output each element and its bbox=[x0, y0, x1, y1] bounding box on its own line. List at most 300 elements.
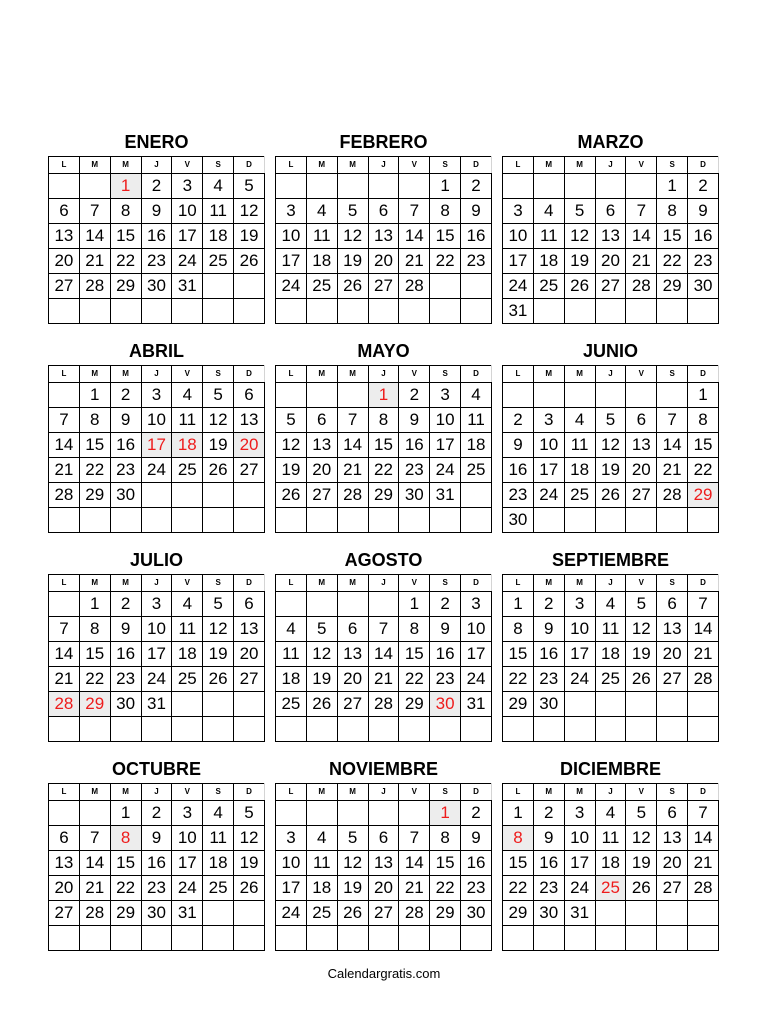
weekday-header: D bbox=[688, 575, 719, 592]
day-cell: 4 bbox=[595, 801, 626, 826]
weekday-header: D bbox=[461, 575, 492, 592]
weekday-header: S bbox=[203, 366, 234, 383]
week-row bbox=[276, 926, 492, 951]
week-row bbox=[503, 717, 719, 742]
day-cell: 26 bbox=[337, 901, 368, 926]
day-cell: 22 bbox=[110, 249, 141, 274]
day-cell: 23 bbox=[533, 667, 564, 692]
empty-cell bbox=[595, 692, 626, 717]
day-cell: 25 bbox=[172, 667, 203, 692]
empty-cell bbox=[234, 901, 265, 926]
day-cell: 5 bbox=[276, 408, 307, 433]
day-cell: 21 bbox=[626, 249, 657, 274]
week-row bbox=[503, 458, 719, 483]
empty-cell bbox=[564, 383, 595, 408]
day-cell: 18 bbox=[306, 876, 337, 901]
empty-cell bbox=[49, 801, 80, 826]
day-cell: 20 bbox=[234, 642, 265, 667]
empty-cell bbox=[657, 299, 688, 324]
day-cell: 30 bbox=[430, 692, 461, 717]
month-diciembre bbox=[502, 755, 719, 951]
weekday-header-row bbox=[49, 366, 265, 383]
weekday-header: J bbox=[368, 366, 399, 383]
day-cell: 25 bbox=[203, 249, 234, 274]
weekday-header: V bbox=[172, 366, 203, 383]
month-title: JULIO bbox=[129, 550, 183, 570]
day-cell: 5 bbox=[564, 199, 595, 224]
day-cell: 6 bbox=[657, 592, 688, 617]
empty-cell bbox=[172, 508, 203, 533]
day-cell: 9 bbox=[110, 617, 141, 642]
empty-cell bbox=[461, 299, 492, 324]
weekday-header: J bbox=[368, 784, 399, 801]
week-row bbox=[49, 199, 265, 224]
day-cell: 15 bbox=[688, 433, 719, 458]
day-cell: 15 bbox=[430, 851, 461, 876]
day-cell: 12 bbox=[626, 617, 657, 642]
day-cell: 4 bbox=[564, 408, 595, 433]
empty-cell bbox=[276, 926, 307, 951]
day-cell: 28 bbox=[79, 901, 110, 926]
day-cell: 21 bbox=[79, 876, 110, 901]
empty-cell bbox=[234, 274, 265, 299]
day-cell: 14 bbox=[79, 224, 110, 249]
day-cell: 31 bbox=[430, 483, 461, 508]
day-cell: 15 bbox=[79, 642, 110, 667]
day-cell: 18 bbox=[564, 458, 595, 483]
day-cell: 3 bbox=[172, 174, 203, 199]
day-cell: 12 bbox=[564, 224, 595, 249]
day-cell: 14 bbox=[399, 224, 430, 249]
day-cell: 13 bbox=[657, 826, 688, 851]
empty-cell bbox=[430, 299, 461, 324]
day-cell: 2 bbox=[141, 174, 172, 199]
day-cell: 4 bbox=[203, 801, 234, 826]
week-row bbox=[49, 433, 265, 458]
day-cell: 25 bbox=[172, 458, 203, 483]
week-row bbox=[276, 249, 492, 274]
day-cell: 12 bbox=[203, 408, 234, 433]
weekday-header: D bbox=[688, 157, 719, 174]
week-row bbox=[276, 458, 492, 483]
day-cell: 9 bbox=[399, 408, 430, 433]
weekday-header: V bbox=[626, 366, 657, 383]
day-cell: 8 bbox=[79, 617, 110, 642]
weekday-header: V bbox=[626, 784, 657, 801]
day-cell: 2 bbox=[533, 801, 564, 826]
day-cell: 12 bbox=[306, 642, 337, 667]
week-row bbox=[276, 801, 492, 826]
day-cell: 26 bbox=[626, 876, 657, 901]
day-cell: 15 bbox=[368, 433, 399, 458]
weekday-header: M bbox=[564, 784, 595, 801]
day-cell: 4 bbox=[461, 383, 492, 408]
empty-cell bbox=[234, 692, 265, 717]
day-cell: 8 bbox=[657, 199, 688, 224]
day-cell: 22 bbox=[688, 458, 719, 483]
day-cell: 5 bbox=[626, 592, 657, 617]
empty-cell bbox=[172, 299, 203, 324]
empty-cell bbox=[79, 299, 110, 324]
day-cell: 24 bbox=[503, 274, 534, 299]
day-cell: 24 bbox=[461, 667, 492, 692]
day-cell: 4 bbox=[595, 592, 626, 617]
day-cell: 21 bbox=[49, 458, 80, 483]
week-row bbox=[276, 826, 492, 851]
day-cell: 24 bbox=[172, 249, 203, 274]
day-cell: 27 bbox=[306, 483, 337, 508]
week-row bbox=[49, 667, 265, 692]
month-grid bbox=[48, 365, 265, 533]
day-cell: 10 bbox=[141, 408, 172, 433]
day-cell: 26 bbox=[234, 876, 265, 901]
empty-cell bbox=[306, 299, 337, 324]
day-cell: 7 bbox=[337, 408, 368, 433]
month-grid bbox=[502, 783, 719, 951]
weekday-header: D bbox=[688, 784, 719, 801]
weekday-header: M bbox=[533, 575, 564, 592]
day-cell: 18 bbox=[203, 224, 234, 249]
month-abril bbox=[48, 337, 265, 533]
weekday-header-row bbox=[49, 575, 265, 592]
weekday-header: S bbox=[657, 366, 688, 383]
week-row bbox=[49, 801, 265, 826]
day-cell: 15 bbox=[503, 642, 534, 667]
day-cell: 28 bbox=[657, 483, 688, 508]
month-grid bbox=[48, 156, 265, 324]
week-row bbox=[49, 826, 265, 851]
day-cell: 14 bbox=[49, 642, 80, 667]
day-cell: 10 bbox=[430, 408, 461, 433]
weekday-header: L bbox=[276, 784, 307, 801]
month-grid bbox=[502, 156, 719, 324]
day-cell: 15 bbox=[503, 851, 534, 876]
day-cell: 8 bbox=[79, 408, 110, 433]
month-grid bbox=[275, 783, 492, 951]
week-row bbox=[503, 692, 719, 717]
week-row bbox=[503, 249, 719, 274]
empty-cell bbox=[626, 174, 657, 199]
weekday-header: L bbox=[503, 575, 534, 592]
day-cell: 10 bbox=[564, 826, 595, 851]
day-cell: 20 bbox=[595, 249, 626, 274]
empty-cell bbox=[626, 508, 657, 533]
weekday-header: M bbox=[306, 784, 337, 801]
day-cell: 22 bbox=[110, 876, 141, 901]
weekday-header: V bbox=[172, 157, 203, 174]
day-cell: 7 bbox=[79, 199, 110, 224]
weekday-header: S bbox=[203, 157, 234, 174]
weekday-header: L bbox=[503, 157, 534, 174]
weekday-header: J bbox=[368, 157, 399, 174]
day-cell: 25 bbox=[461, 458, 492, 483]
day-cell: 28 bbox=[626, 274, 657, 299]
day-cell: 8 bbox=[399, 617, 430, 642]
day-cell: 30 bbox=[141, 274, 172, 299]
weekday-header: S bbox=[203, 784, 234, 801]
day-cell: 30 bbox=[110, 483, 141, 508]
day-cell: 13 bbox=[368, 224, 399, 249]
weekday-header: S bbox=[657, 157, 688, 174]
weekday-header: S bbox=[430, 157, 461, 174]
empty-cell bbox=[688, 692, 719, 717]
day-cell: 30 bbox=[141, 901, 172, 926]
day-cell: 11 bbox=[276, 642, 307, 667]
weekday-header: L bbox=[503, 784, 534, 801]
day-cell: 25 bbox=[203, 876, 234, 901]
week-row bbox=[503, 174, 719, 199]
week-row bbox=[276, 199, 492, 224]
day-cell: 5 bbox=[337, 826, 368, 851]
day-cell: 10 bbox=[172, 199, 203, 224]
weekday-header: M bbox=[533, 157, 564, 174]
day-cell: 26 bbox=[203, 667, 234, 692]
day-cell: 21 bbox=[79, 249, 110, 274]
empty-cell bbox=[533, 383, 564, 408]
empty-cell bbox=[368, 926, 399, 951]
month-marzo bbox=[502, 128, 719, 324]
day-cell: 19 bbox=[626, 642, 657, 667]
day-cell: 30 bbox=[110, 692, 141, 717]
day-cell: 23 bbox=[110, 458, 141, 483]
day-cell: 13 bbox=[49, 224, 80, 249]
week-row bbox=[49, 901, 265, 926]
month-grid bbox=[48, 783, 265, 951]
day-cell: 7 bbox=[399, 826, 430, 851]
weekday-header: M bbox=[564, 366, 595, 383]
day-cell: 6 bbox=[368, 826, 399, 851]
day-cell: 3 bbox=[564, 592, 595, 617]
day-cell: 24 bbox=[276, 901, 307, 926]
week-row bbox=[503, 851, 719, 876]
week-row bbox=[49, 483, 265, 508]
day-cell: 15 bbox=[79, 433, 110, 458]
day-cell: 11 bbox=[595, 826, 626, 851]
empty-cell bbox=[461, 717, 492, 742]
day-cell: 3 bbox=[503, 199, 534, 224]
day-cell: 18 bbox=[533, 249, 564, 274]
empty-cell bbox=[203, 926, 234, 951]
day-cell: 17 bbox=[533, 458, 564, 483]
day-cell: 10 bbox=[564, 617, 595, 642]
empty-cell bbox=[430, 717, 461, 742]
day-cell: 29 bbox=[688, 483, 719, 508]
week-row bbox=[276, 876, 492, 901]
day-cell: 28 bbox=[399, 901, 430, 926]
day-cell: 23 bbox=[399, 458, 430, 483]
day-cell: 9 bbox=[461, 199, 492, 224]
day-cell: 19 bbox=[564, 249, 595, 274]
empty-cell bbox=[306, 926, 337, 951]
month-noviembre bbox=[275, 755, 492, 951]
month-grid bbox=[275, 574, 492, 742]
empty-cell bbox=[141, 299, 172, 324]
day-cell: 18 bbox=[203, 851, 234, 876]
empty-cell bbox=[49, 592, 80, 617]
month-julio bbox=[48, 546, 265, 742]
day-cell: 13 bbox=[49, 851, 80, 876]
weekday-header: M bbox=[110, 575, 141, 592]
month-title: OCTUBRE bbox=[112, 759, 201, 779]
empty-cell bbox=[430, 926, 461, 951]
day-cell: 5 bbox=[203, 592, 234, 617]
day-cell: 9 bbox=[141, 826, 172, 851]
day-cell: 17 bbox=[276, 876, 307, 901]
day-cell: 13 bbox=[657, 617, 688, 642]
week-row bbox=[503, 199, 719, 224]
day-cell: 1 bbox=[503, 592, 534, 617]
day-cell: 19 bbox=[306, 667, 337, 692]
day-cell: 21 bbox=[49, 667, 80, 692]
day-cell: 22 bbox=[503, 667, 534, 692]
day-cell: 20 bbox=[657, 851, 688, 876]
weekday-header: M bbox=[564, 575, 595, 592]
day-cell: 22 bbox=[657, 249, 688, 274]
empty-cell bbox=[234, 926, 265, 951]
day-cell: 1 bbox=[110, 174, 141, 199]
empty-cell bbox=[564, 299, 595, 324]
month-junio bbox=[502, 337, 719, 533]
empty-cell bbox=[368, 508, 399, 533]
empty-cell bbox=[203, 483, 234, 508]
day-cell: 28 bbox=[49, 692, 80, 717]
empty-cell bbox=[203, 274, 234, 299]
day-cell: 12 bbox=[234, 199, 265, 224]
empty-cell bbox=[368, 801, 399, 826]
day-cell: 29 bbox=[657, 274, 688, 299]
day-cell: 29 bbox=[503, 901, 534, 926]
weekday-header: L bbox=[503, 366, 534, 383]
day-cell: 17 bbox=[430, 433, 461, 458]
weekday-header: V bbox=[172, 575, 203, 592]
empty-cell bbox=[595, 926, 626, 951]
day-cell: 13 bbox=[626, 433, 657, 458]
day-cell: 4 bbox=[306, 826, 337, 851]
day-cell: 22 bbox=[368, 458, 399, 483]
day-cell: 26 bbox=[564, 274, 595, 299]
day-cell: 1 bbox=[657, 174, 688, 199]
day-cell: 17 bbox=[461, 642, 492, 667]
empty-cell bbox=[337, 592, 368, 617]
day-cell: 2 bbox=[533, 592, 564, 617]
weekday-header: J bbox=[368, 575, 399, 592]
day-cell: 21 bbox=[399, 876, 430, 901]
day-cell: 28 bbox=[337, 483, 368, 508]
weekday-header: M bbox=[79, 157, 110, 174]
day-cell: 17 bbox=[276, 249, 307, 274]
weekday-header: M bbox=[79, 784, 110, 801]
month-grid bbox=[502, 365, 719, 533]
month-enero bbox=[48, 128, 265, 324]
day-cell: 26 bbox=[626, 667, 657, 692]
empty-cell bbox=[533, 717, 564, 742]
day-cell: 5 bbox=[234, 801, 265, 826]
day-cell: 30 bbox=[399, 483, 430, 508]
day-cell: 5 bbox=[234, 174, 265, 199]
empty-cell bbox=[399, 801, 430, 826]
weekday-header: V bbox=[626, 575, 657, 592]
day-cell: 30 bbox=[533, 692, 564, 717]
day-cell: 9 bbox=[533, 826, 564, 851]
week-row bbox=[276, 508, 492, 533]
week-row bbox=[276, 717, 492, 742]
empty-cell bbox=[337, 508, 368, 533]
weekday-header: M bbox=[306, 366, 337, 383]
day-cell: 6 bbox=[234, 592, 265, 617]
empty-cell bbox=[141, 926, 172, 951]
weekday-header: L bbox=[49, 157, 80, 174]
weekday-header: L bbox=[49, 784, 80, 801]
empty-cell bbox=[368, 717, 399, 742]
empty-cell bbox=[276, 801, 307, 826]
day-cell: 22 bbox=[399, 667, 430, 692]
week-row bbox=[503, 508, 719, 533]
day-cell: 12 bbox=[203, 617, 234, 642]
week-row bbox=[276, 299, 492, 324]
day-cell: 13 bbox=[337, 642, 368, 667]
month-mayo bbox=[275, 337, 492, 533]
weekday-header: D bbox=[234, 784, 265, 801]
day-cell: 23 bbox=[533, 876, 564, 901]
day-cell: 5 bbox=[203, 383, 234, 408]
day-cell: 25 bbox=[533, 274, 564, 299]
week-row bbox=[503, 592, 719, 617]
day-cell: 29 bbox=[110, 901, 141, 926]
empty-cell bbox=[49, 508, 80, 533]
day-cell: 14 bbox=[399, 851, 430, 876]
day-cell: 23 bbox=[688, 249, 719, 274]
day-cell: 23 bbox=[430, 667, 461, 692]
day-cell: 17 bbox=[564, 642, 595, 667]
empty-cell bbox=[595, 901, 626, 926]
empty-cell bbox=[337, 926, 368, 951]
week-row bbox=[503, 876, 719, 901]
day-cell: 16 bbox=[430, 642, 461, 667]
month-title: NOVIEMBRE bbox=[328, 759, 438, 779]
day-cell: 23 bbox=[503, 483, 534, 508]
week-row bbox=[503, 901, 719, 926]
day-cell: 6 bbox=[337, 617, 368, 642]
empty-cell bbox=[595, 383, 626, 408]
day-cell: 11 bbox=[172, 408, 203, 433]
empty-cell bbox=[276, 592, 307, 617]
day-cell: 28 bbox=[49, 483, 80, 508]
day-cell: 7 bbox=[49, 617, 80, 642]
day-cell: 7 bbox=[657, 408, 688, 433]
empty-cell bbox=[276, 299, 307, 324]
day-cell: 27 bbox=[657, 876, 688, 901]
day-cell: 17 bbox=[141, 433, 172, 458]
empty-cell bbox=[657, 692, 688, 717]
day-cell: 4 bbox=[533, 199, 564, 224]
day-cell: 1 bbox=[688, 383, 719, 408]
day-cell: 7 bbox=[49, 408, 80, 433]
empty-cell bbox=[276, 383, 307, 408]
day-cell: 24 bbox=[141, 667, 172, 692]
day-cell: 24 bbox=[533, 483, 564, 508]
day-cell: 1 bbox=[399, 592, 430, 617]
empty-cell bbox=[49, 299, 80, 324]
day-cell: 6 bbox=[626, 408, 657, 433]
empty-cell bbox=[399, 299, 430, 324]
empty-cell bbox=[688, 926, 719, 951]
day-cell: 23 bbox=[461, 876, 492, 901]
day-cell: 31 bbox=[141, 692, 172, 717]
day-cell: 20 bbox=[337, 667, 368, 692]
weekday-header: M bbox=[306, 575, 337, 592]
weekday-header: J bbox=[141, 784, 172, 801]
day-cell: 6 bbox=[595, 199, 626, 224]
